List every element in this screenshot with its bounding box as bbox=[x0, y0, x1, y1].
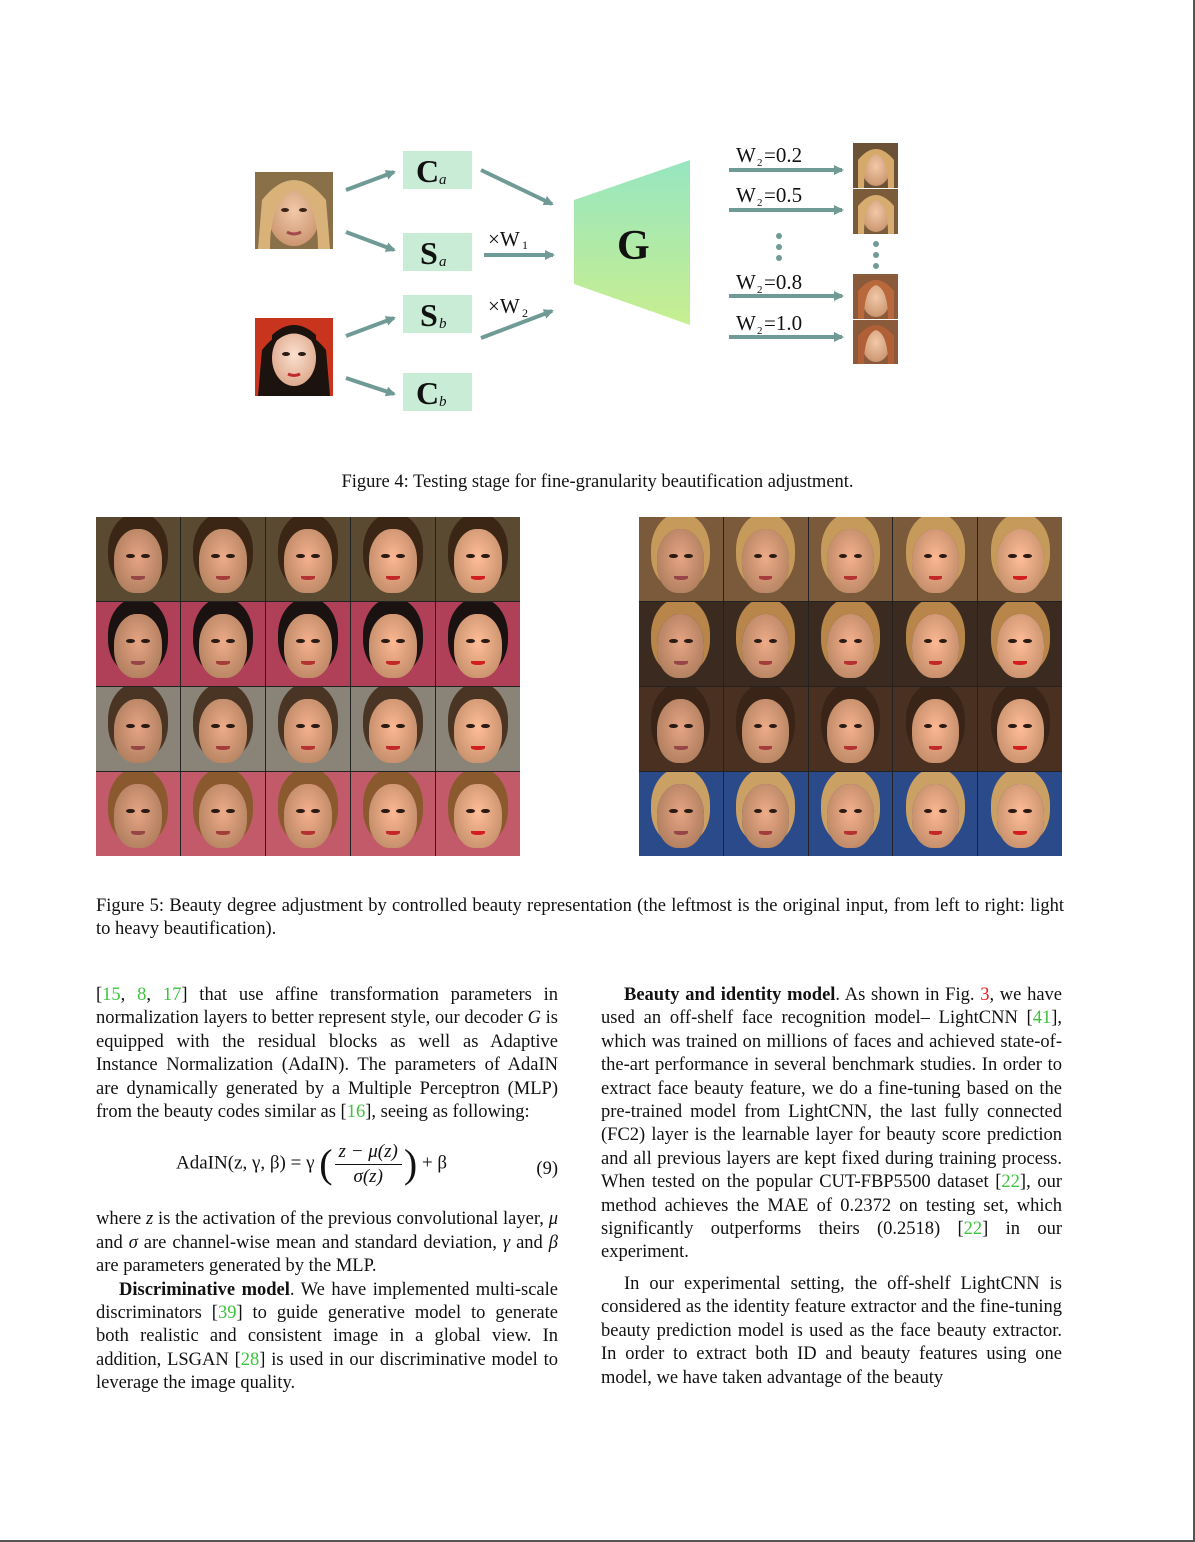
left-paragraph-1: [15, 8, 17] that use affine transformation parameters in normalization layers to better represent style, our decoder G is equipped with the residual blocks as well as Adaptive Instance Normalization (AdaIN). The parameters of AdaIN are dynamically generated by a Multiple Perceptron (MLP) from the beauty codes similar as [16], seeing as following: bbox=[96, 985, 559, 1123]
arrow-face-b-to-sb bbox=[346, 318, 394, 336]
face-thumbnail bbox=[351, 687, 435, 771]
output-weight-value: =0.2 bbox=[764, 143, 803, 167]
face-eye bbox=[466, 639, 474, 643]
face-thumbnail bbox=[181, 602, 265, 686]
face-thumbnail bbox=[181, 517, 265, 601]
math-variable: z bbox=[146, 1209, 154, 1230]
figure-5-left-face-grid bbox=[96, 517, 520, 856]
face-head bbox=[912, 529, 959, 593]
face-thumbnail bbox=[724, 517, 808, 601]
face-eye bbox=[226, 724, 234, 728]
face-eye bbox=[669, 809, 677, 813]
face-thumbnail bbox=[266, 517, 350, 601]
face-eye bbox=[141, 809, 149, 813]
math-variable: γ bbox=[502, 1232, 511, 1253]
face-head bbox=[284, 529, 331, 593]
face-mouth bbox=[471, 661, 484, 665]
face-mouth bbox=[386, 661, 399, 665]
face-mouth bbox=[674, 661, 687, 665]
face-thumbnail bbox=[351, 517, 435, 601]
box-cb-label: C bbox=[416, 375, 440, 411]
face-head bbox=[454, 529, 501, 593]
face-head bbox=[742, 699, 789, 763]
face-eye bbox=[466, 809, 474, 813]
face-eye bbox=[211, 809, 219, 813]
face-thumbnail bbox=[809, 602, 893, 686]
figure-5-right-face-grid bbox=[639, 517, 1062, 856]
citation-link[interactable]: 28 bbox=[240, 1349, 260, 1370]
face-eye bbox=[141, 724, 149, 728]
face-thumbnail bbox=[351, 772, 435, 856]
face-head bbox=[742, 784, 789, 848]
face-eye bbox=[311, 809, 319, 813]
face-eye bbox=[466, 724, 474, 728]
face-head bbox=[369, 699, 416, 763]
face-thumbnail bbox=[96, 772, 180, 856]
output-weight-prefix: W bbox=[736, 311, 756, 335]
face-head bbox=[114, 784, 161, 848]
face-mouth bbox=[471, 576, 484, 580]
face-eye bbox=[481, 809, 489, 813]
citation-link[interactable]: 8 bbox=[137, 985, 147, 1005]
face-mouth bbox=[131, 576, 144, 580]
equation-number: (9) bbox=[536, 1159, 558, 1180]
face-thumbnail bbox=[724, 602, 808, 686]
face-head bbox=[199, 784, 246, 848]
paragraph-text: . We have implemented multi-scale discriminators [ bbox=[96, 1279, 558, 1324]
output-weight-value: =0.8 bbox=[764, 270, 803, 294]
math-variable: G bbox=[527, 1008, 541, 1029]
face-head bbox=[284, 614, 331, 678]
box-sa-subscript: a bbox=[439, 254, 447, 270]
paragraph-text: where bbox=[96, 1209, 147, 1230]
ellipsis-dots-left bbox=[776, 233, 782, 261]
right-paragraph-1 bbox=[601, 984, 1062, 1265]
face-eye bbox=[684, 554, 692, 558]
face-head bbox=[369, 784, 416, 848]
face-eye bbox=[669, 554, 677, 558]
figure-5-caption: Figure 5: Beauty degree adjustment by controlled beauty representation (the leftmost is the original input, from left to right: light to heavy beautification). bbox=[96, 896, 1064, 939]
box-ca-subscript: a bbox=[439, 172, 447, 188]
face-head bbox=[454, 784, 501, 848]
face-thumbnail bbox=[809, 687, 893, 771]
face-eye bbox=[396, 809, 404, 813]
paragraph-text: and bbox=[96, 1232, 129, 1253]
face-mouth bbox=[386, 746, 399, 750]
face-mouth bbox=[929, 576, 942, 580]
face-mouth bbox=[844, 661, 857, 665]
face-mouth bbox=[216, 746, 229, 750]
citation-link[interactable]: 16 bbox=[346, 1102, 366, 1123]
face-eye bbox=[126, 809, 134, 813]
face-mouth bbox=[844, 831, 857, 835]
equation-rhs: + β bbox=[421, 1152, 448, 1174]
face-thumbnail bbox=[978, 517, 1062, 601]
face-head bbox=[657, 699, 704, 763]
weight-w2-subscript: 2 bbox=[522, 306, 528, 320]
output-weight-value: =1.0 bbox=[764, 311, 803, 335]
face-head bbox=[912, 784, 959, 848]
face-eye bbox=[396, 724, 404, 728]
box-sb-subscript: b bbox=[439, 316, 447, 332]
arrow-face-b-to-cb bbox=[346, 378, 394, 394]
face-eye bbox=[381, 809, 389, 813]
face-eye bbox=[311, 554, 319, 558]
face-eye bbox=[226, 554, 234, 558]
input-face-a bbox=[255, 172, 333, 249]
face-mouth bbox=[844, 576, 857, 580]
face-thumbnail bbox=[436, 687, 520, 771]
box-sa bbox=[403, 233, 472, 271]
section-heading: Discriminative model bbox=[119, 1279, 290, 1300]
face-eye bbox=[211, 554, 219, 558]
face-eye bbox=[296, 809, 304, 813]
face-thumbnail bbox=[893, 772, 977, 856]
face-head bbox=[827, 529, 874, 593]
face-thumbnail bbox=[893, 602, 977, 686]
box-cb-subscript: b bbox=[439, 394, 447, 410]
face-mouth bbox=[301, 661, 314, 665]
face-head bbox=[742, 614, 789, 678]
output-weight-subscript: 2 bbox=[757, 284, 763, 296]
citation-link[interactable]: 15 bbox=[102, 985, 121, 1005]
face-eye bbox=[296, 724, 304, 728]
face-head bbox=[657, 529, 704, 593]
math-variable: β bbox=[548, 1232, 559, 1253]
face-thumbnail bbox=[266, 772, 350, 856]
face-mouth bbox=[1013, 746, 1026, 750]
face-thumbnail bbox=[266, 602, 350, 686]
face-mouth bbox=[1013, 661, 1026, 665]
face-eye bbox=[381, 724, 389, 728]
output-row-2 bbox=[729, 183, 842, 210]
face-eye bbox=[481, 554, 489, 558]
face-eye bbox=[684, 639, 692, 643]
weight-w2-label: ×W bbox=[488, 294, 520, 318]
face-eye bbox=[126, 639, 134, 643]
face-mouth bbox=[216, 831, 229, 835]
weight-w1-subscript: 1 bbox=[522, 238, 528, 252]
face-head bbox=[454, 699, 501, 763]
left-paragraph-3 bbox=[96, 1279, 558, 1396]
face-thumbnail bbox=[181, 772, 265, 856]
face-mouth bbox=[216, 661, 229, 665]
output-weight-value: =0.5 bbox=[764, 183, 803, 207]
equation-9 bbox=[96, 1130, 558, 1202]
paragraph-text: ] is used in our discriminative model to leverage the image quality. bbox=[96, 1349, 558, 1394]
box-sb-label: S bbox=[420, 297, 438, 333]
face-head bbox=[284, 784, 331, 848]
box-ca bbox=[403, 151, 472, 189]
face-eye bbox=[396, 639, 404, 643]
face-eye bbox=[1023, 554, 1031, 558]
face-eye bbox=[1008, 639, 1016, 643]
fraction-numerator: z − μ(z) bbox=[335, 1140, 402, 1164]
face-head bbox=[827, 614, 874, 678]
face-mouth bbox=[216, 576, 229, 580]
output-face-4 bbox=[853, 320, 898, 364]
output-row-3 bbox=[729, 270, 842, 296]
citation-link[interactable]: 22 bbox=[963, 1219, 983, 1240]
arrow-ca-to-g bbox=[481, 170, 552, 204]
equation-lhs: AdaIN(z, γ, β) = γ bbox=[176, 1152, 315, 1174]
face-head bbox=[997, 529, 1044, 593]
face-thumbnail bbox=[978, 602, 1062, 686]
paragraph-text: ], which was trained on millions of faces and achieved state-of-the-art performance in several benchmark studies. In order to extract face beauty feature, we do a fine-tuning based on the pre-trained model from LightCNN, the last fully connected (FC2) layer is the learnable layer for beauty score prediction and all previous layers are kept fixed during training process. When tested on the popular CUT-FBP5500 dataset [ bbox=[601, 1008, 1062, 1193]
face-eye bbox=[311, 724, 319, 728]
face-mouth bbox=[301, 831, 314, 835]
face-thumbnail bbox=[809, 517, 893, 601]
left-paragraph-2 bbox=[96, 1208, 558, 1278]
face-eye bbox=[126, 724, 134, 728]
math-variable: σ bbox=[128, 1232, 138, 1253]
face-head bbox=[114, 614, 161, 678]
face-thumbnail bbox=[96, 687, 180, 771]
left-paren: ( bbox=[319, 1141, 333, 1187]
paragraph-text: ], our method achieves the MAE of 0.2372 on testing set, which significantly outperforms theirs (0.2518) [ bbox=[601, 1172, 1063, 1240]
face-eye bbox=[1008, 724, 1016, 728]
box-sb bbox=[403, 295, 472, 333]
output-weight-subscript: 2 bbox=[757, 325, 763, 337]
face-head bbox=[827, 784, 874, 848]
left-text-column bbox=[96, 984, 558, 1396]
face-eye bbox=[296, 639, 304, 643]
paragraph-text: ] that use affine transformation parameters in normalization layers to better represent style, our decoder bbox=[96, 985, 559, 1029]
face-thumbnail bbox=[639, 687, 723, 771]
face-mouth bbox=[301, 576, 314, 580]
face-mouth bbox=[131, 661, 144, 665]
face-thumbnail bbox=[978, 772, 1062, 856]
face-eye bbox=[481, 639, 489, 643]
face-mouth bbox=[386, 831, 399, 835]
generator-block bbox=[574, 160, 690, 325]
paragraph-text: . As shown in Fig. bbox=[835, 985, 981, 1005]
face-eye bbox=[381, 554, 389, 558]
paragraph-text: and bbox=[510, 1232, 549, 1253]
face-head bbox=[199, 529, 246, 593]
face-thumbnail bbox=[181, 687, 265, 771]
face-thumbnail bbox=[266, 687, 350, 771]
face-mouth bbox=[929, 746, 942, 750]
face-thumbnail bbox=[639, 772, 723, 856]
face-eye bbox=[1023, 809, 1031, 813]
paragraph-text: are channel-wise mean and standard deviation, bbox=[137, 1232, 503, 1253]
face-eye bbox=[381, 639, 389, 643]
face-head bbox=[199, 699, 246, 763]
paragraph-text: ] in our experiment. bbox=[601, 1219, 1062, 1263]
face-head bbox=[657, 614, 704, 678]
face-mouth bbox=[301, 746, 314, 750]
box-cb bbox=[403, 373, 472, 411]
output-row-1 bbox=[729, 143, 842, 170]
figure-reference-link[interactable]: 3 bbox=[980, 985, 990, 1005]
face-thumbnail bbox=[978, 687, 1062, 771]
face-eye bbox=[1008, 809, 1016, 813]
face-mouth bbox=[1013, 831, 1026, 835]
right-paren: ) bbox=[403, 1141, 418, 1187]
face-head bbox=[369, 529, 416, 593]
output-weight-subscript: 2 bbox=[757, 197, 763, 209]
face-eye bbox=[669, 639, 677, 643]
face-eye bbox=[669, 724, 677, 728]
face-eye bbox=[211, 639, 219, 643]
generator-label: G bbox=[617, 223, 650, 269]
citation-link[interactable]: 41 bbox=[1032, 1008, 1052, 1029]
face-thumbnail bbox=[893, 687, 977, 771]
ellipsis-dots-right bbox=[873, 241, 879, 269]
output-weight-prefix: W bbox=[736, 143, 756, 167]
equation-fraction bbox=[335, 1140, 402, 1188]
citation-link[interactable]: 17 bbox=[162, 985, 182, 1005]
face-head bbox=[997, 614, 1044, 678]
face-mouth bbox=[131, 831, 144, 835]
face-head bbox=[997, 784, 1044, 848]
box-sa-label: S bbox=[420, 235, 438, 271]
paragraph-text: is the activation of the previous convolutional layer, bbox=[153, 1209, 549, 1230]
equation-body bbox=[176, 1140, 447, 1188]
face-mouth bbox=[844, 746, 857, 750]
face-mouth bbox=[1013, 576, 1026, 580]
face-eye bbox=[311, 639, 319, 643]
face-eye bbox=[684, 809, 692, 813]
face-thumbnail bbox=[436, 772, 520, 856]
face-head bbox=[827, 699, 874, 763]
face-mouth bbox=[471, 746, 484, 750]
face-thumbnail bbox=[893, 517, 977, 601]
output-weight-subscript: 2 bbox=[757, 157, 763, 169]
figure-4-diagram bbox=[0, 0, 1195, 460]
face-head bbox=[114, 699, 161, 763]
face-mouth bbox=[674, 831, 687, 835]
face-thumbnail bbox=[639, 517, 723, 601]
face-eye bbox=[141, 554, 149, 558]
paragraph-text: is equipped with the residual blocks as well as Adaptive Instance Normalization (AdaIN). The parameters of AdaIN are dynamically generated by a Multiple Perceptron (MLP) from the beauty codes similar as [ bbox=[96, 1008, 559, 1123]
face-head bbox=[199, 614, 246, 678]
paragraph-text: ] to guide generative model to generate both realistic and consistent image in a global view. In addition, LSGAN [ bbox=[96, 1303, 558, 1370]
paragraph-text: are parameters generated by the MLP. bbox=[96, 1256, 377, 1277]
face-mouth bbox=[131, 746, 144, 750]
paragraph-text: ], seeing as following: bbox=[365, 1102, 530, 1123]
face-eye bbox=[396, 554, 404, 558]
face-head bbox=[912, 614, 959, 678]
face-eye bbox=[226, 809, 234, 813]
arrow-face-a-to-sa bbox=[346, 232, 394, 250]
face-thumbnail bbox=[436, 602, 520, 686]
right-paragraph-2: In our experimental setting, the off-shelf LightCNN is considered as the identity feature extractor and the fine-tuning beauty prediction model is used as the face beauty extractor. In order to extract both ID and beauty features using one model, we have taken advantage of the beauty bbox=[601, 1273, 1062, 1388]
section-heading: Beauty and identity model bbox=[624, 985, 836, 1005]
paragraph-text: , we have used an off-shelf face recognition model– LightCNN [ bbox=[601, 985, 1062, 1029]
face-eye bbox=[481, 724, 489, 728]
figure-4-caption: Figure 4: Testing stage for fine-granularity beautification adjustment. bbox=[341, 472, 854, 492]
face-eye bbox=[126, 554, 134, 558]
face-head bbox=[369, 614, 416, 678]
citation-link[interactable]: 22 bbox=[1001, 1172, 1020, 1193]
face-mouth bbox=[386, 576, 399, 580]
output-weight-prefix: W bbox=[736, 183, 756, 207]
face-thumbnail bbox=[809, 772, 893, 856]
face-eye bbox=[226, 639, 234, 643]
face-thumbnail bbox=[351, 602, 435, 686]
face-thumbnail bbox=[724, 687, 808, 771]
face-head bbox=[284, 699, 331, 763]
face-mouth bbox=[929, 661, 942, 665]
face-eye bbox=[296, 554, 304, 558]
face-mouth bbox=[674, 746, 687, 750]
weight-w1-label: ×W bbox=[488, 227, 520, 251]
output-row-4 bbox=[729, 311, 842, 337]
box-ca-label: C bbox=[416, 153, 440, 189]
face-thumbnail bbox=[96, 517, 180, 601]
face-eye bbox=[1023, 639, 1031, 643]
face-thumbnail bbox=[436, 517, 520, 601]
citation-link[interactable]: 39 bbox=[217, 1303, 237, 1324]
arrow-face-a-to-ca bbox=[346, 172, 394, 190]
face-mouth bbox=[471, 831, 484, 835]
output-weight-prefix: W bbox=[736, 270, 756, 294]
output-face-3 bbox=[853, 274, 898, 319]
output-face-1 bbox=[853, 143, 898, 188]
face-mouth bbox=[674, 576, 687, 580]
face-eye bbox=[1008, 554, 1016, 558]
face-head bbox=[454, 614, 501, 678]
right-text-column bbox=[601, 984, 1062, 1390]
face-head bbox=[997, 699, 1044, 763]
face-thumbnail bbox=[96, 602, 180, 686]
face-eye bbox=[1023, 724, 1031, 728]
math-variable: μ bbox=[548, 1209, 558, 1230]
input-face-b bbox=[255, 318, 333, 396]
face-thumbnail bbox=[724, 772, 808, 856]
face-eye bbox=[211, 724, 219, 728]
face-head bbox=[912, 699, 959, 763]
face-head bbox=[657, 784, 704, 848]
face-eye bbox=[141, 639, 149, 643]
face-eye bbox=[466, 554, 474, 558]
face-thumbnail bbox=[639, 602, 723, 686]
face-mouth bbox=[929, 831, 942, 835]
face-head bbox=[742, 529, 789, 593]
face-eye bbox=[684, 724, 692, 728]
output-face-2 bbox=[853, 189, 898, 234]
face-head bbox=[114, 529, 161, 593]
fraction-denominator: σ(z) bbox=[353, 1165, 383, 1187]
